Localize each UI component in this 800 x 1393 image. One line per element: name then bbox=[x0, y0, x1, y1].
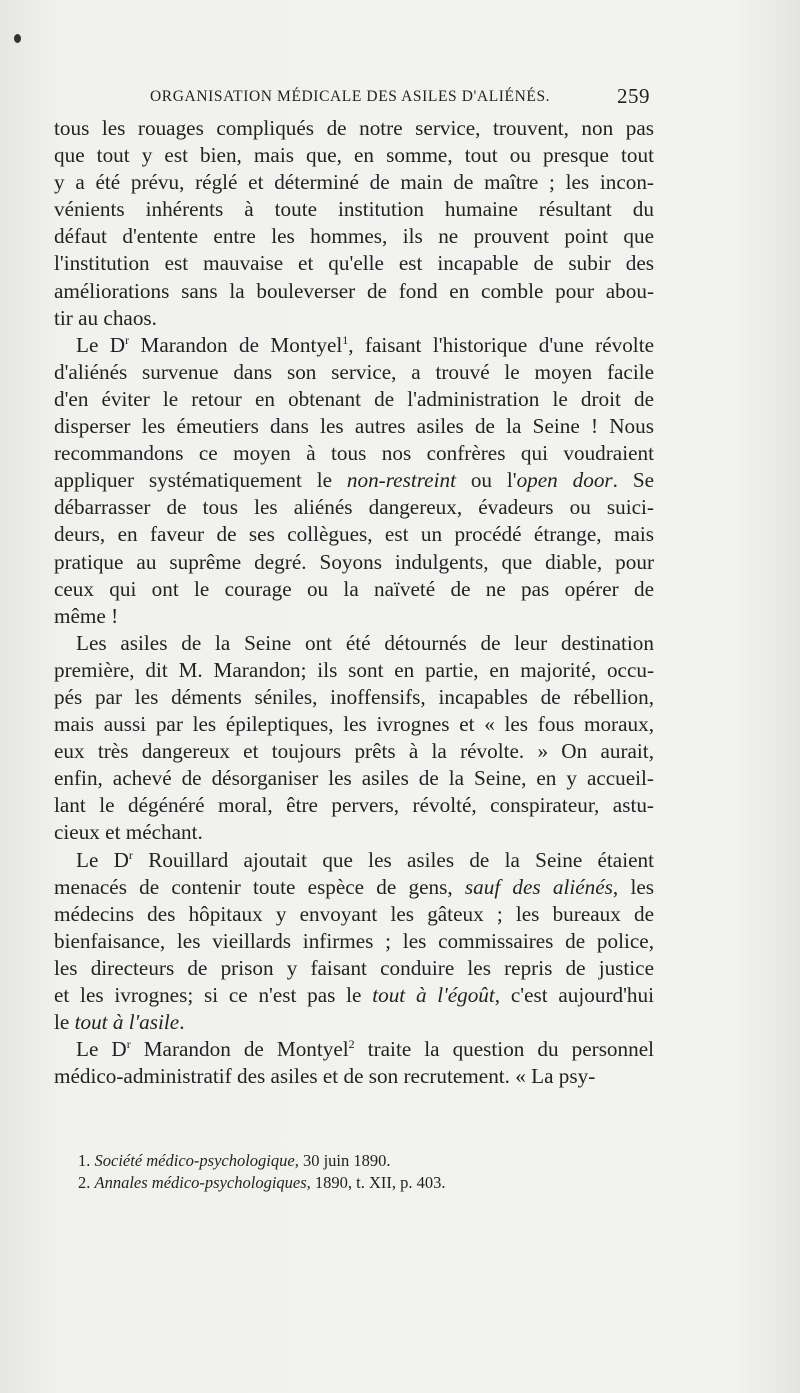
text-line: y a été prévu, réglé et déterminé de main de maître ; les incon- bbox=[54, 170, 654, 195]
text-line: eux très dangereux et toujours prêts à la révolte. » On aurait, bbox=[54, 739, 654, 764]
text-line: Les asiles de la Seine ont été détournés de leur destination bbox=[76, 630, 654, 655]
footnote-number: 1. bbox=[78, 1151, 95, 1170]
text-line: débarrasser de tous les aliénés dangereux, évadeurs ou suici- bbox=[54, 495, 654, 520]
paragraph bbox=[54, 847, 654, 1037]
body-text bbox=[54, 115, 654, 1090]
text-line: bienfaisance, les vieillards infirmes ; les commissaires de police, bbox=[54, 928, 654, 953]
text-line: appliquer systématiquement le non-restreint ou l'open door. Se bbox=[54, 468, 655, 493]
text-line: même ! bbox=[54, 603, 119, 628]
text-line: Le $D^r$ Marandon de Montyel$^1$, faisant l'historique d'une révolte bbox=[76, 332, 654, 357]
footnote-source: Annales médico-psychologiques bbox=[94, 1173, 307, 1192]
footnote-number: 2. bbox=[78, 1173, 95, 1192]
text-line: le tout à l'asile. bbox=[54, 1010, 185, 1035]
text-line: que tout y est bien, mais que, en somme, tout ou presque tout bbox=[54, 143, 654, 168]
text-line: cieux et méchant. bbox=[54, 820, 203, 845]
text-line: enfin, achevé de désorganiser les asiles de la Seine, en y accueil- bbox=[54, 766, 654, 791]
text-line: Le $D^r$ Rouillard ajoutait que les asiles de la Seine étaient bbox=[76, 847, 654, 872]
text-line: mais aussi par les épileptiques, les ivrognes et « les fous moraux, bbox=[54, 712, 654, 737]
text-line: les directeurs de prison y faisant conduire les repris de justice bbox=[54, 955, 654, 980]
text-line: défaut d'entente entre les hommes, ils ne prouvent point que bbox=[54, 224, 654, 249]
text-line: deurs, en faveur de ses collègues, est un procédé étrange, mais bbox=[54, 522, 654, 547]
paragraph bbox=[54, 630, 654, 847]
text-line: et les ivrognes; si ce n'est pas le tout à l'égoût, c'est aujourd'hui bbox=[54, 983, 654, 1007]
text-line: menacés de contenir toute espèce de gens, sauf des aliénés, les bbox=[54, 874, 654, 899]
running-header bbox=[150, 86, 650, 114]
text-line: première, dit M. Marandon; ils sont en partie, en majorité, occu- bbox=[54, 657, 654, 682]
text-line: disperser les émeutiers dans les autres asiles de la Seine ! Nous bbox=[54, 414, 654, 439]
text-line: améliorations sans la bouleverser de fond en comble pour abou- bbox=[54, 278, 654, 303]
text-line: d'aliénés survenue dans son service, a trouvé le moyen facile bbox=[54, 359, 654, 384]
footnote bbox=[78, 1172, 598, 1194]
text-line: pés par les déments séniles, inoffensifs, incapables de rébellion, bbox=[54, 684, 654, 709]
text-line: Le $D^r$ Marandon de Montyel$^2$ traite la question du personnel bbox=[76, 1037, 655, 1062]
footnote-detail: , 30 juin 1890. bbox=[294, 1151, 391, 1170]
text-line: tir au chaos. bbox=[54, 305, 157, 330]
text-line: tous les rouages compliqués de notre service, trouvent, non pas bbox=[54, 116, 654, 140]
text-line: ceux qui ont le courage ou la naïveté de ne pas opérer de bbox=[54, 576, 654, 601]
running-title: ORGANISATION MÉDICALE DES ASILES D'ALIÉNÉS. bbox=[150, 88, 551, 105]
paragraph bbox=[54, 1036, 654, 1090]
text-line: lant le dégénéré moral, être pervers, révolté, conspirateur, astu- bbox=[54, 793, 654, 818]
text-line: médico-administratif des asiles et de son recrutement. « La psy- bbox=[54, 1064, 596, 1089]
footnotes bbox=[78, 1150, 598, 1194]
margin-dot bbox=[14, 34, 21, 43]
text-line: pratique au suprême degré. Soyons indulgents, que diable, pour bbox=[54, 549, 654, 574]
page-number: 259 bbox=[617, 84, 650, 108]
footnote bbox=[78, 1150, 598, 1172]
text-line: médecins des hôpitaux y envoyant les gâteux ; les bureaux de bbox=[54, 901, 654, 926]
text-line: d'en éviter le retour en obtenant de l'administration le droit de bbox=[54, 386, 654, 411]
text-line: vénients inhérents à toute institution humaine résultant du bbox=[54, 197, 654, 222]
paragraph bbox=[54, 115, 654, 332]
text-line: l'institution est mauvaise et qu'elle est incapable de subir des bbox=[54, 251, 654, 276]
footnote-detail: , 1890, t. XII, p. 403. bbox=[306, 1173, 446, 1192]
footnote-source: Société médico-psychologique bbox=[94, 1151, 295, 1170]
text-line: recommandons ce moyen à tous nos confrères qui voudraient bbox=[54, 441, 654, 466]
paragraph bbox=[54, 332, 654, 630]
